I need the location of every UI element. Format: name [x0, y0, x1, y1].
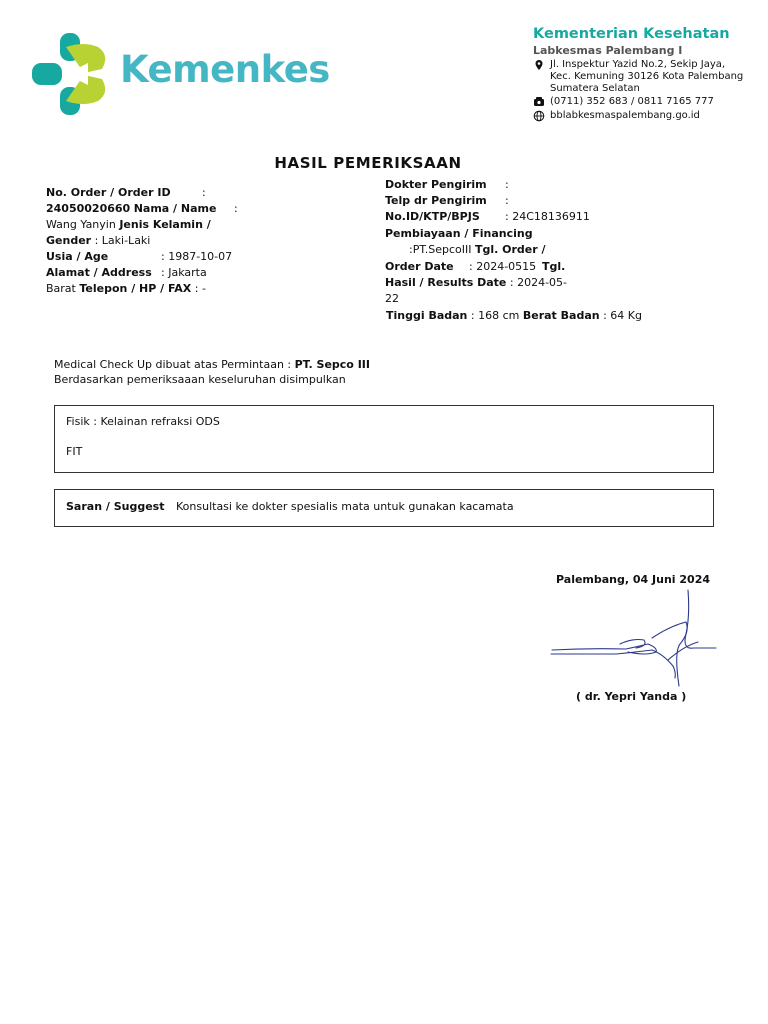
results-date-cont: 22: [385, 292, 399, 305]
document-title: HASIL PEMERIKSAAN: [274, 154, 462, 172]
address-line-2: Kec. Kemuning 30126 Kota Palembang: [550, 71, 744, 82]
requester-line: Medical Check Up dibuat atas Permintaan : PT. Sepco III: [54, 358, 370, 371]
suggestion-label: Saran / Suggest: [66, 500, 165, 513]
fit-status: FIT: [66, 445, 83, 458]
address-block: [533, 59, 743, 95]
address-row: Alamat / Address : Jakarta: [46, 266, 207, 279]
location-pin-icon: [533, 59, 545, 71]
doctor-signature: [548, 586, 720, 692]
globe-icon: [533, 110, 545, 122]
name-value-row: Wang Yanyin Jenis Kelamin /: [46, 218, 211, 231]
height-weight-row: Tinggi Badan : 168 cm Berat Badan : 64 Kg: [386, 309, 642, 322]
financing-label: Pembiayaan / Financing: [385, 227, 533, 240]
id-number-row: No.ID/KTP/BPJS : 24C18136911: [385, 210, 590, 223]
logo-wordmark: Kemenkes: [120, 48, 330, 91]
institution-unit: Labkesmas Palembang I: [533, 44, 683, 57]
address-line-1: Jl. Inspektur Yazid No.2, Sekip Jaya,: [550, 59, 726, 70]
phone-icon: [533, 96, 545, 108]
age-row: Usia / Age : 1987-10-07: [46, 250, 233, 263]
kemenkes-logo-icon: [32, 33, 110, 115]
doctor-phone-row: Telp dr Pengirim :: [385, 194, 509, 207]
suggestion-text: Konsultasi ke dokter spesialis mata untuk gunakan kacamata: [176, 500, 514, 513]
gender-row: Gender : Laki-Laki: [46, 234, 151, 247]
referring-doctor-row: Dokter Pengirim :: [385, 178, 509, 191]
address-line-3: Sumatera Selatan: [550, 83, 640, 94]
phone-row: [533, 96, 714, 108]
place-date: Palembang, 04 Juni 2024: [556, 573, 710, 586]
findings-box: [54, 405, 714, 473]
phone-text: (0711) 352 683 / 0811 7165 777: [550, 96, 714, 107]
results-date-row: Hasil / Results Date : 2024-05-: [385, 276, 568, 289]
order-id-row: No. Order / Order ID :: [46, 186, 206, 199]
physical-finding: Fisik : Kelainan refraksi ODS: [66, 415, 220, 428]
name-row: 24050020660 Nama / Name :: [46, 202, 238, 215]
financing-value-row: :PT.SepcoIII Tgl. Order /: [409, 243, 546, 256]
conclusion-intro: Berdasarkan pemeriksaaan keseluruhan disimpulkan: [54, 373, 346, 386]
website-text: bblabkesmaspalembang.go.id: [550, 110, 700, 121]
website-row: [533, 110, 700, 122]
institution-name: Kementerian Kesehatan: [533, 26, 730, 42]
doctor-name: ( dr. Yepri Yanda ): [576, 690, 687, 703]
phone-field-row: Barat Telepon / HP / FAX : -: [46, 282, 206, 295]
order-date-row: Order Date : 2024-0515 Tgl.: [385, 260, 566, 273]
suggestion-box: [54, 489, 714, 527]
